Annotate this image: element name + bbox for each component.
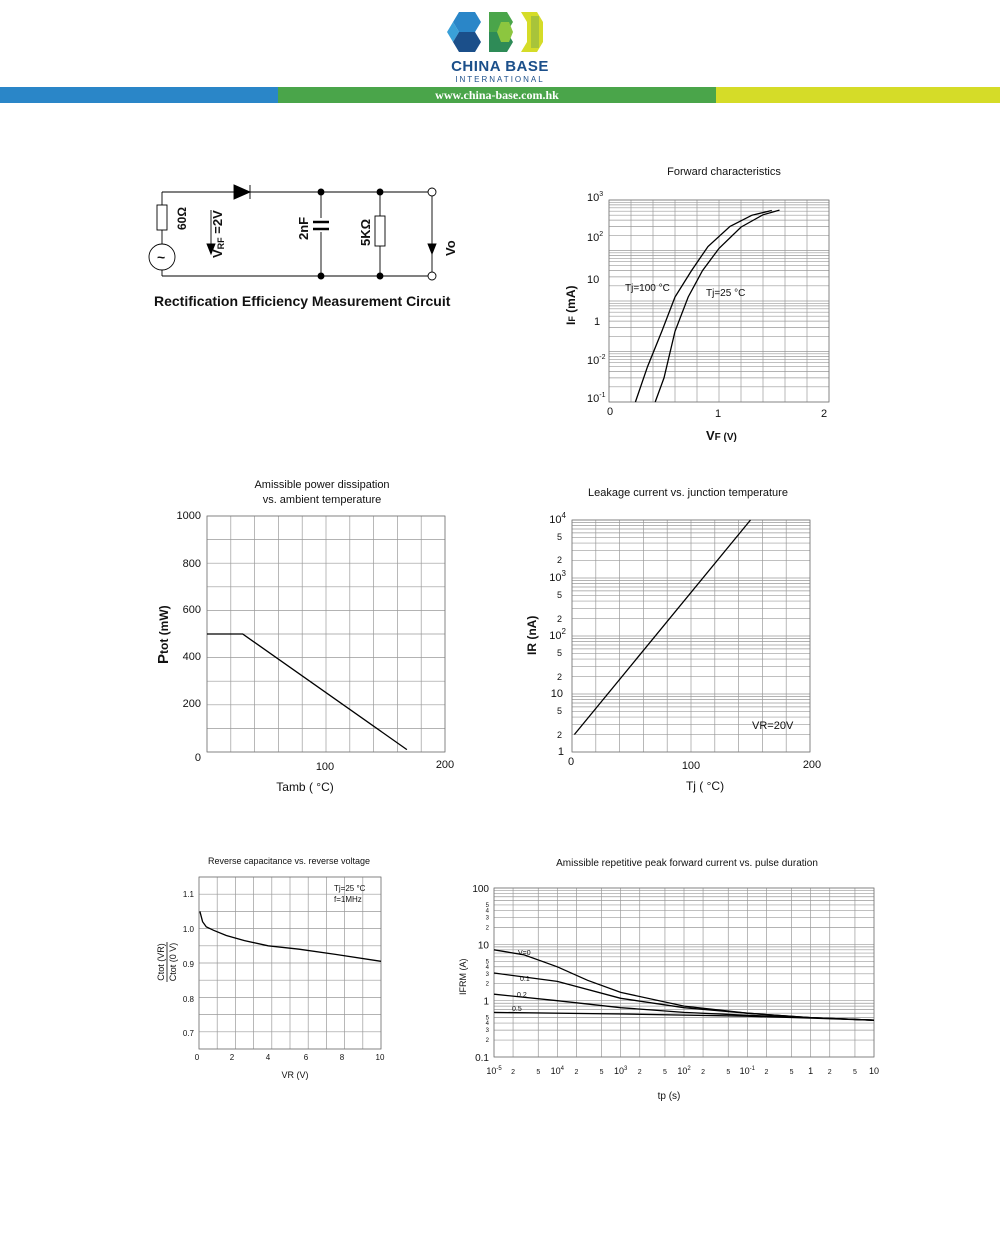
- surge-series-label-0-1: 0.1: [520, 976, 530, 983]
- leakage-x-label: Tj ( °C): [685, 779, 725, 793]
- surge-y-ticks: [472, 884, 489, 1064]
- leakage-xtick-100: 100: [681, 760, 701, 772]
- surge-x-label: tp (s): [657, 1091, 681, 1102]
- capacitance-x-label: VR (V): [281, 1070, 309, 1080]
- capacitance-curve: [200, 911, 381, 961]
- surge-ytick-label: 0.1: [475, 1053, 489, 1064]
- surge-xtick-label: $10^{-1}$: [739, 1066, 756, 1076]
- surge-ytick-label: 3: [485, 915, 489, 922]
- forward-y-ticks: [587, 191, 606, 405]
- forward-x-label: [706, 428, 737, 443]
- surge-series-label-0-2: 0.2: [517, 992, 527, 999]
- capacitance-xtick-10: 10: [375, 1053, 385, 1062]
- surge-xtick-label: 2: [637, 1069, 642, 1076]
- capacitance-annotation-line2: f=1MHz: [334, 895, 362, 904]
- leakage-chart-grid: [572, 520, 810, 752]
- surge-xtick-label: $10^{-5}$: [486, 1066, 502, 1076]
- surge-xtick-label: 2: [511, 1069, 516, 1076]
- capacitance-ytick-0-9: 0.9: [182, 960, 194, 969]
- capacitance-xtick-0: 0: [194, 1053, 200, 1062]
- resistor-5k-symbol: [375, 216, 385, 246]
- power-ytick-800: 800: [182, 558, 201, 570]
- surge-ytick-label: 10: [477, 940, 489, 952]
- surge-xtick-label: $10^2$: [677, 1066, 691, 1076]
- leakage-ytick-100: $10^2$: [549, 627, 566, 642]
- capacitance-xtick-6: 6: [303, 1053, 309, 1062]
- forward-xtick-2: 2: [821, 408, 828, 420]
- leakage-ytick-500: 5: [556, 590, 562, 600]
- surge-xtick-label: 5: [662, 1069, 667, 1076]
- capacitance-xtick-2: 2: [229, 1053, 235, 1062]
- leakage-ytick-2000: 2: [556, 555, 562, 565]
- surge-xtick-label: 10: [868, 1066, 880, 1076]
- forward-y-label-sub: F: [567, 316, 577, 322]
- ac-source-label: ~: [157, 249, 166, 265]
- power-ytick-0: 0: [194, 752, 201, 764]
- vrf-sub: RF: [216, 237, 226, 250]
- forward-ytick-0-01: $10^{-2}$: [587, 354, 606, 367]
- measurement-circuit: [149, 185, 436, 280]
- forward-curve-tj100: [635, 211, 771, 403]
- surge-xtick-label: 5: [852, 1069, 857, 1076]
- surge-ytick-label: 2: [485, 1038, 489, 1045]
- capacitance-annotation-line1: Tj=25 °C: [334, 884, 366, 893]
- forward-y-label-unit: (mA): [564, 285, 578, 317]
- power-x-label: Tamb ( °C): [276, 780, 334, 794]
- capacitance-y-label-bottom: Ctot (0 V): [168, 942, 178, 982]
- forward-annotation-tj100: Tj=100 °C: [625, 283, 670, 294]
- surge-xtick-label: 2: [764, 1069, 769, 1076]
- resistor-60-symbol: [157, 205, 167, 230]
- forward-y-label: [564, 285, 578, 325]
- surge-xtick-exponent: 3: [624, 1066, 628, 1072]
- forward-chart-grid: [609, 200, 829, 402]
- surge-series-label-v0: V=0: [518, 950, 531, 957]
- leakage-y-label-unit: (nA): [525, 615, 539, 643]
- leakage-ytick-1000: $10^3$: [549, 569, 566, 584]
- forward-ytick-1: 1: [594, 316, 601, 328]
- capacitor-label: 2nF: [296, 216, 311, 240]
- leakage-ytick-5000: 5: [556, 532, 562, 542]
- vrf-main: V: [210, 249, 225, 258]
- surge-ytick-label: 4: [485, 1021, 489, 1028]
- surge-ytick-label: 2: [485, 981, 489, 988]
- power-y-label: [155, 605, 172, 664]
- leakage-ytick-200: 2: [556, 614, 562, 624]
- surge-x-ticks: [486, 1066, 879, 1076]
- surge-ytick-label: 5: [485, 902, 489, 909]
- leakage-y-label-main: I: [525, 651, 539, 655]
- forward-ytick-10: 10: [587, 274, 600, 286]
- surge-ytick-label: 4: [485, 908, 489, 915]
- surge-ytick-label: 2: [485, 925, 489, 932]
- leakage-ytick-50: 5: [556, 648, 562, 658]
- forward-annotation-tj25: Tj=25 °C: [706, 288, 746, 299]
- power-chart-title-line2: vs. ambient temperature: [262, 494, 382, 506]
- capacitance-chart-curves: [200, 911, 381, 961]
- forward-ytick-100: $10^2$: [587, 231, 604, 244]
- surge-ytick-label: 100: [472, 884, 489, 895]
- surge-xtick-label: 5: [599, 1069, 604, 1076]
- leakage-xtick-200: 200: [802, 759, 822, 771]
- power-y-label-rest: tot (mW): [157, 605, 171, 654]
- surge-xtick-label: 2: [701, 1069, 706, 1076]
- capacitance-ytick-1-0: 1.0: [182, 925, 194, 934]
- power-ytick-400: 400: [182, 651, 201, 663]
- circuit-title: Rectification Efficiency Measurement Circuit: [154, 293, 451, 309]
- surge-xtick-exponent: -1: [749, 1066, 756, 1072]
- power-chart-title-line1: Amissible power dissipation: [254, 479, 390, 491]
- resistor-60-label: 60Ω: [175, 207, 189, 230]
- surge-y-label: IFRM (A): [458, 958, 468, 995]
- website-link[interactable]: www.china-base.com.hk: [435, 88, 559, 102]
- leakage-y-label-sub: R: [525, 642, 539, 652]
- capacitance-xtick-8: 8: [339, 1053, 345, 1062]
- surge-ytick-label: 5: [485, 959, 489, 966]
- forward-x-label-sub: F: [714, 432, 721, 443]
- surge-ytick-label: 3: [485, 1028, 489, 1035]
- power-xtick-100: 100: [315, 761, 335, 773]
- output-label: Vo: [443, 240, 458, 256]
- surge-xtick-label: $10^3$: [613, 1066, 628, 1076]
- capacitance-chart-title: Reverse capacitance vs. reverse voltage: [207, 856, 371, 866]
- leakage-ytick-10000: $10^4$: [549, 511, 566, 526]
- surge-ytick-label: 3: [485, 971, 489, 978]
- forward-xtick-1: 1: [715, 408, 722, 420]
- surge-ytick-label: 4: [485, 964, 489, 971]
- leakage-curve: [574, 520, 750, 735]
- leakage-ytick-1: 1: [557, 746, 564, 758]
- leakage-ytick-2: 2: [556, 730, 562, 740]
- capacitance-ytick-1-1: 1.1: [182, 890, 194, 899]
- capacitance-ytick-0-8: 0.8: [182, 995, 194, 1004]
- surge-chart-title: Amissible repetitive peak forward current vs. pulse duration: [556, 858, 818, 869]
- power-ytick-1000: 1000: [176, 510, 201, 522]
- surge-xtick-label: 2: [827, 1069, 832, 1076]
- surge-xtick-exponent: 2: [687, 1066, 691, 1072]
- leakage-chart-title: Leakage current vs. junction temperature: [588, 487, 788, 499]
- surge-xtick-label: 5: [536, 1069, 541, 1076]
- leakage-annotation: VR=20V: [752, 720, 794, 732]
- forward-xtick-0: 0: [607, 406, 614, 418]
- capacitance-xtick-4: 4: [265, 1053, 271, 1062]
- surge-series-label-0-5: 0.5: [512, 1006, 522, 1013]
- surge-ytick-label: 5: [485, 1015, 489, 1022]
- power-xtick-200: 200: [435, 759, 455, 771]
- leakage-ytick-20: 2: [556, 672, 562, 682]
- brand-subtitle: INTERNATIONAL: [455, 75, 545, 84]
- power-y-label-main: P: [155, 653, 172, 664]
- forward-chart-title: Forward characteristics: [667, 166, 781, 178]
- surge-xtick-label: 2: [574, 1069, 579, 1076]
- leakage-chart-curves: [574, 520, 750, 735]
- forward-x-label-unit: (V): [720, 432, 737, 443]
- surge-xtick-exponent: 4: [560, 1066, 565, 1072]
- forward-x-label-main: V: [706, 428, 715, 443]
- surge-chart-grid: [494, 888, 874, 1057]
- power-chart-curves: [207, 634, 407, 750]
- leakage-ytick-5: 5: [556, 706, 562, 716]
- leakage-y-label: [525, 616, 539, 655]
- resistor-5k-label: 5KΩ: [358, 218, 373, 246]
- power-ytick-600: 600: [182, 604, 201, 616]
- surge-xtick-label: 5: [789, 1069, 794, 1076]
- surge-xtick-label: 1: [808, 1066, 814, 1076]
- capacitance-y-label-top: Ctot (VR): [156, 943, 166, 981]
- surge-xtick-exponent: -5: [496, 1066, 502, 1072]
- vrf-rest: =2V: [210, 210, 225, 238]
- power-ytick-200: 200: [182, 698, 201, 710]
- forward-ytick-0-1: $10^{-1}$: [587, 392, 606, 405]
- capacitance-ytick-0-7: 0.7: [182, 1029, 194, 1038]
- leakage-y-ticks: [549, 511, 566, 758]
- power-curve: [207, 634, 407, 750]
- vrf-label: [210, 210, 226, 258]
- leakage-ytick-10: 10: [550, 688, 563, 700]
- surge-xtick-label: 5: [726, 1069, 731, 1076]
- forward-y-label-main: I: [564, 321, 578, 325]
- brand-name: CHINA BASE: [451, 58, 549, 75]
- forward-ytick-1000: $10^3$: [587, 191, 604, 204]
- surge-xtick-label: $10^4$: [550, 1066, 565, 1076]
- surge-ytick-label: 1: [483, 996, 489, 1008]
- leakage-xtick-0: 0: [567, 756, 575, 768]
- diode-symbol: [234, 185, 250, 199]
